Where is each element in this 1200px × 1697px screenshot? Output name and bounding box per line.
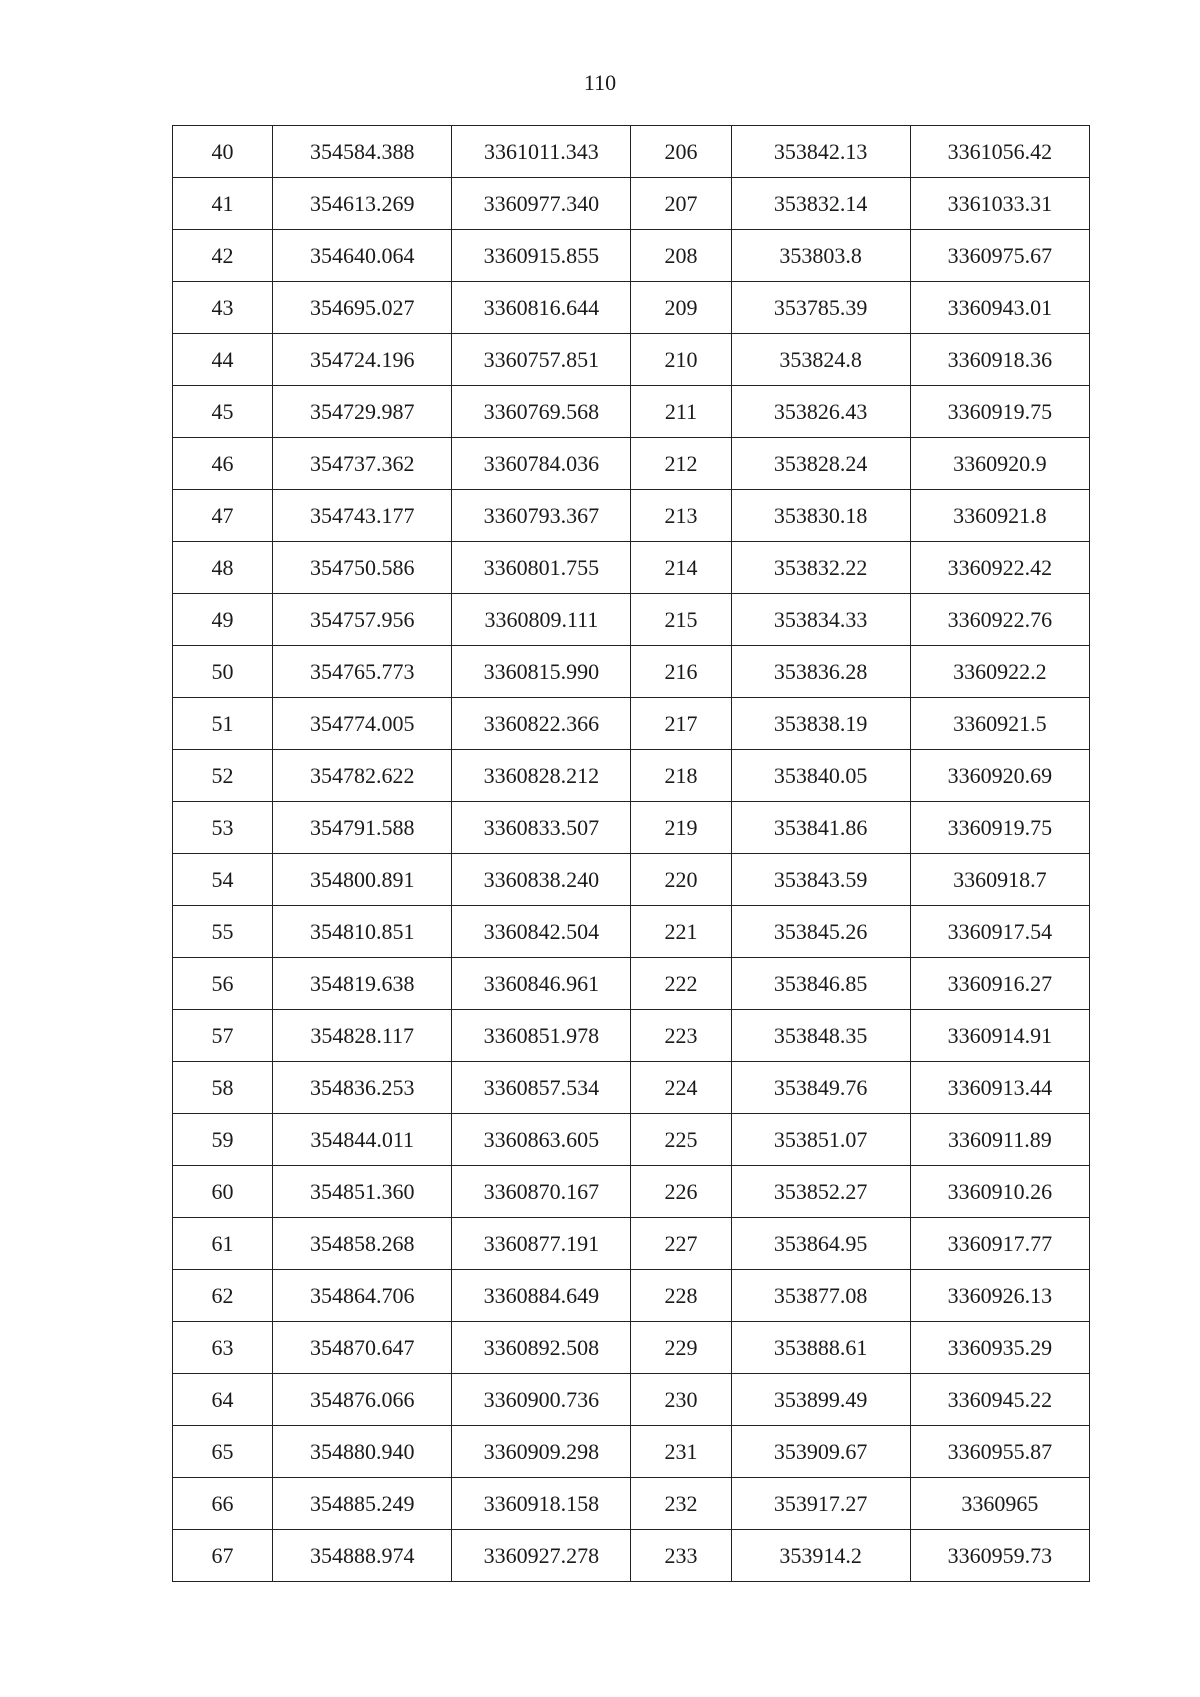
- table-cell-point-number: 215: [631, 594, 731, 646]
- table-row: [173, 438, 1090, 490]
- table-cell-y-coordinate: 3360922.42: [910, 542, 1089, 594]
- table-cell-y-coordinate: 3360863.605: [452, 1114, 631, 1166]
- table-cell-x-coordinate: 354810.851: [273, 906, 452, 958]
- table-cell-point-number: 63: [173, 1322, 273, 1374]
- table-cell-y-coordinate: 3360918.7: [910, 854, 1089, 906]
- table-cell-point-number: 56: [173, 958, 273, 1010]
- table-cell-point-number: 60: [173, 1166, 273, 1218]
- table-cell-point-number: 213: [631, 490, 731, 542]
- table-cell-x-coordinate: 353846.85: [731, 958, 910, 1010]
- table-cell-y-coordinate: 3360916.27: [910, 958, 1089, 1010]
- table-cell-y-coordinate: 3360922.76: [910, 594, 1089, 646]
- table-cell-y-coordinate: 3360935.29: [910, 1322, 1089, 1374]
- table-cell-y-coordinate: 3360870.167: [452, 1166, 631, 1218]
- table-cell-y-coordinate: 3360838.240: [452, 854, 631, 906]
- table-cell-point-number: 231: [631, 1426, 731, 1478]
- table-row: [173, 1322, 1090, 1374]
- table-cell-x-coordinate: 353843.59: [731, 854, 910, 906]
- table-cell-x-coordinate: 353832.14: [731, 178, 910, 230]
- table-cell-x-coordinate: 353836.28: [731, 646, 910, 698]
- table-cell-y-coordinate: 3360977.340: [452, 178, 631, 230]
- table-cell-point-number: 59: [173, 1114, 273, 1166]
- table-row: [173, 1426, 1090, 1478]
- table-cell-y-coordinate: 3360842.504: [452, 906, 631, 958]
- table-cell-point-number: 216: [631, 646, 731, 698]
- table-cell-y-coordinate: 3360910.26: [910, 1166, 1089, 1218]
- table-cell-y-coordinate: 3360815.990: [452, 646, 631, 698]
- table-cell-point-number: 61: [173, 1218, 273, 1270]
- table-cell-x-coordinate: 353803.8: [731, 230, 910, 282]
- table-cell-y-coordinate: 3360757.851: [452, 334, 631, 386]
- table-cell-y-coordinate: 3360926.13: [910, 1270, 1089, 1322]
- table-cell-y-coordinate: 3360833.507: [452, 802, 631, 854]
- table-cell-point-number: 219: [631, 802, 731, 854]
- table-cell-x-coordinate: 353840.05: [731, 750, 910, 802]
- table-cell-point-number: 209: [631, 282, 731, 334]
- table-cell-x-coordinate: 354888.974: [273, 1530, 452, 1582]
- table-cell-y-coordinate: 3360919.75: [910, 386, 1089, 438]
- table-cell-y-coordinate: 3360892.508: [452, 1322, 631, 1374]
- table-cell-x-coordinate: 354774.005: [273, 698, 452, 750]
- coordinate-table-body: [173, 126, 1090, 1582]
- table-cell-y-coordinate: 3360959.73: [910, 1530, 1089, 1582]
- table-cell-x-coordinate: 354800.891: [273, 854, 452, 906]
- table-cell-y-coordinate: 3360921.5: [910, 698, 1089, 750]
- table-cell-point-number: 223: [631, 1010, 731, 1062]
- table-cell-x-coordinate: 354819.638: [273, 958, 452, 1010]
- table-cell-x-coordinate: 354750.586: [273, 542, 452, 594]
- table-cell-y-coordinate: 3360915.855: [452, 230, 631, 282]
- table-cell-x-coordinate: 353899.49: [731, 1374, 910, 1426]
- table-cell-y-coordinate: 3360955.87: [910, 1426, 1089, 1478]
- table-cell-x-coordinate: 354851.360: [273, 1166, 452, 1218]
- table-cell-point-number: 226: [631, 1166, 731, 1218]
- table-cell-y-coordinate: 3360965: [910, 1478, 1089, 1530]
- table-row: [173, 1166, 1090, 1218]
- table-cell-y-coordinate: 3360857.534: [452, 1062, 631, 1114]
- table-row: [173, 1010, 1090, 1062]
- table-cell-y-coordinate: 3361011.343: [452, 126, 631, 178]
- table-cell-x-coordinate: 354584.388: [273, 126, 452, 178]
- table-cell-point-number: 208: [631, 230, 731, 282]
- table-cell-point-number: 228: [631, 1270, 731, 1322]
- table-cell-point-number: 207: [631, 178, 731, 230]
- table-cell-y-coordinate: 3360913.44: [910, 1062, 1089, 1114]
- table-cell-y-coordinate: 3360822.366: [452, 698, 631, 750]
- table-cell-x-coordinate: 354828.117: [273, 1010, 452, 1062]
- table-cell-x-coordinate: 354640.064: [273, 230, 452, 282]
- table-row: [173, 1270, 1090, 1322]
- table-cell-y-coordinate: 3360801.755: [452, 542, 631, 594]
- table-cell-point-number: 67: [173, 1530, 273, 1582]
- table-cell-point-number: 42: [173, 230, 273, 282]
- table-cell-point-number: 214: [631, 542, 731, 594]
- table-row: [173, 958, 1090, 1010]
- table-cell-x-coordinate: 354836.253: [273, 1062, 452, 1114]
- table-cell-point-number: 218: [631, 750, 731, 802]
- table-cell-x-coordinate: 354765.773: [273, 646, 452, 698]
- table-cell-point-number: 41: [173, 178, 273, 230]
- table-cell-point-number: 48: [173, 542, 273, 594]
- table-cell-y-coordinate: 3360851.978: [452, 1010, 631, 1062]
- table-row: [173, 1218, 1090, 1270]
- table-row: [173, 802, 1090, 854]
- table-cell-x-coordinate: 354729.987: [273, 386, 452, 438]
- table-row: [173, 490, 1090, 542]
- table-cell-y-coordinate: 3360914.91: [910, 1010, 1089, 1062]
- table-cell-y-coordinate: 3360918.158: [452, 1478, 631, 1530]
- table-cell-y-coordinate: 3360921.8: [910, 490, 1089, 542]
- table-row: [173, 906, 1090, 958]
- table-cell-point-number: 224: [631, 1062, 731, 1114]
- table-cell-point-number: 52: [173, 750, 273, 802]
- table-cell-y-coordinate: 3360784.036: [452, 438, 631, 490]
- table-cell-point-number: 62: [173, 1270, 273, 1322]
- table-cell-point-number: 221: [631, 906, 731, 958]
- table-cell-point-number: 54: [173, 854, 273, 906]
- table-row: [173, 282, 1090, 334]
- table-cell-y-coordinate: 3360920.69: [910, 750, 1089, 802]
- table-cell-x-coordinate: 353852.27: [731, 1166, 910, 1218]
- table-cell-point-number: 50: [173, 646, 273, 698]
- table-cell-point-number: 51: [173, 698, 273, 750]
- table-cell-y-coordinate: 3361033.31: [910, 178, 1089, 230]
- table-cell-y-coordinate: 3360920.9: [910, 438, 1089, 490]
- table-cell-point-number: 222: [631, 958, 731, 1010]
- table-row: [173, 594, 1090, 646]
- table-cell-x-coordinate: 354870.647: [273, 1322, 452, 1374]
- table-cell-y-coordinate: 3360917.54: [910, 906, 1089, 958]
- table-cell-point-number: 57: [173, 1010, 273, 1062]
- table-cell-point-number: 229: [631, 1322, 731, 1374]
- table-cell-x-coordinate: 353917.27: [731, 1478, 910, 1530]
- table-cell-x-coordinate: 354885.249: [273, 1478, 452, 1530]
- table-cell-y-coordinate: 3360917.77: [910, 1218, 1089, 1270]
- table-cell-point-number: 217: [631, 698, 731, 750]
- table-cell-point-number: 49: [173, 594, 273, 646]
- table-cell-point-number: 225: [631, 1114, 731, 1166]
- table-cell-point-number: 40: [173, 126, 273, 178]
- table-cell-x-coordinate: 353888.61: [731, 1322, 910, 1374]
- table-cell-x-coordinate: 354791.588: [273, 802, 452, 854]
- table-cell-x-coordinate: 353838.19: [731, 698, 910, 750]
- table-cell-point-number: 53: [173, 802, 273, 854]
- table-row: [173, 698, 1090, 750]
- table-row: [173, 230, 1090, 282]
- table-cell-x-coordinate: 353877.08: [731, 1270, 910, 1322]
- table-cell-y-coordinate: 3360927.278: [452, 1530, 631, 1582]
- table-cell-x-coordinate: 353824.8: [731, 334, 910, 386]
- table-cell-point-number: 230: [631, 1374, 731, 1426]
- table-row: [173, 178, 1090, 230]
- table-cell-x-coordinate: 353828.24: [731, 438, 910, 490]
- table-cell-x-coordinate: 353864.95: [731, 1218, 910, 1270]
- table-cell-y-coordinate: 3361056.42: [910, 126, 1089, 178]
- table-cell-y-coordinate: 3360816.644: [452, 282, 631, 334]
- table-row: [173, 854, 1090, 906]
- table-cell-point-number: 220: [631, 854, 731, 906]
- table-cell-x-coordinate: 353851.07: [731, 1114, 910, 1166]
- table-cell-x-coordinate: 354737.362: [273, 438, 452, 490]
- table-cell-y-coordinate: 3360846.961: [452, 958, 631, 1010]
- table-cell-x-coordinate: 353848.35: [731, 1010, 910, 1062]
- table-cell-y-coordinate: 3360884.649: [452, 1270, 631, 1322]
- table-row: [173, 1478, 1090, 1530]
- table-cell-x-coordinate: 353914.2: [731, 1530, 910, 1582]
- table-cell-point-number: 64: [173, 1374, 273, 1426]
- table-row: [173, 542, 1090, 594]
- table-cell-x-coordinate: 353845.26: [731, 906, 910, 958]
- table-cell-y-coordinate: 3360919.75: [910, 802, 1089, 854]
- table-cell-y-coordinate: 3360769.568: [452, 386, 631, 438]
- table-cell-y-coordinate: 3360793.367: [452, 490, 631, 542]
- table-row: [173, 646, 1090, 698]
- table-cell-x-coordinate: 353832.22: [731, 542, 910, 594]
- table-cell-x-coordinate: 354743.177: [273, 490, 452, 542]
- table-cell-point-number: 46: [173, 438, 273, 490]
- table-cell-y-coordinate: 3360922.2: [910, 646, 1089, 698]
- table-cell-x-coordinate: 353834.33: [731, 594, 910, 646]
- table-cell-x-coordinate: 354757.956: [273, 594, 452, 646]
- table-cell-x-coordinate: 354844.011: [273, 1114, 452, 1166]
- table-cell-point-number: 47: [173, 490, 273, 542]
- table-cell-x-coordinate: 353849.76: [731, 1062, 910, 1114]
- table-cell-x-coordinate: 354782.622: [273, 750, 452, 802]
- table-cell-point-number: 227: [631, 1218, 731, 1270]
- table-cell-x-coordinate: 354880.940: [273, 1426, 452, 1478]
- table-cell-x-coordinate: 354876.066: [273, 1374, 452, 1426]
- table-cell-point-number: 233: [631, 1530, 731, 1582]
- table-row: [173, 1062, 1090, 1114]
- table-cell-y-coordinate: 3360809.111: [452, 594, 631, 646]
- table-cell-y-coordinate: 3360918.36: [910, 334, 1089, 386]
- table-cell-x-coordinate: 353785.39: [731, 282, 910, 334]
- table-row: [173, 386, 1090, 438]
- table-cell-x-coordinate: 354864.706: [273, 1270, 452, 1322]
- table-cell-x-coordinate: 353842.13: [731, 126, 910, 178]
- table-cell-y-coordinate: 3360945.22: [910, 1374, 1089, 1426]
- table-row: [173, 1530, 1090, 1582]
- table-cell-x-coordinate: 353909.67: [731, 1426, 910, 1478]
- table-row: [173, 126, 1090, 178]
- table-cell-point-number: 212: [631, 438, 731, 490]
- table-row: [173, 750, 1090, 802]
- table-cell-point-number: 232: [631, 1478, 731, 1530]
- table-cell-x-coordinate: 353830.18: [731, 490, 910, 542]
- table-cell-point-number: 65: [173, 1426, 273, 1478]
- table-cell-y-coordinate: 3360943.01: [910, 282, 1089, 334]
- table-cell-point-number: 210: [631, 334, 731, 386]
- table-cell-x-coordinate: 353826.43: [731, 386, 910, 438]
- table-cell-x-coordinate: 354858.268: [273, 1218, 452, 1270]
- table-cell-point-number: 55: [173, 906, 273, 958]
- table-cell-point-number: 43: [173, 282, 273, 334]
- table-cell-point-number: 66: [173, 1478, 273, 1530]
- table-cell-y-coordinate: 3360911.89: [910, 1114, 1089, 1166]
- table-cell-y-coordinate: 3360877.191: [452, 1218, 631, 1270]
- table-cell-x-coordinate: 354613.269: [273, 178, 452, 230]
- table-cell-y-coordinate: 3360900.736: [452, 1374, 631, 1426]
- table-row: [173, 334, 1090, 386]
- table-cell-point-number: 211: [631, 386, 731, 438]
- table-cell-x-coordinate: 354695.027: [273, 282, 452, 334]
- table-cell-point-number: 45: [173, 386, 273, 438]
- table-cell-point-number: 58: [173, 1062, 273, 1114]
- table-cell-y-coordinate: 3360909.298: [452, 1426, 631, 1478]
- table-cell-y-coordinate: 3360828.212: [452, 750, 631, 802]
- coordinate-table: [172, 125, 1090, 1582]
- table-row: [173, 1114, 1090, 1166]
- table-row: [173, 1374, 1090, 1426]
- table-cell-x-coordinate: 354724.196: [273, 334, 452, 386]
- table-cell-y-coordinate: 3360975.67: [910, 230, 1089, 282]
- table-cell-point-number: 206: [631, 126, 731, 178]
- table-cell-x-coordinate: 353841.86: [731, 802, 910, 854]
- table-cell-point-number: 44: [173, 334, 273, 386]
- page-number: 110: [583, 70, 617, 95]
